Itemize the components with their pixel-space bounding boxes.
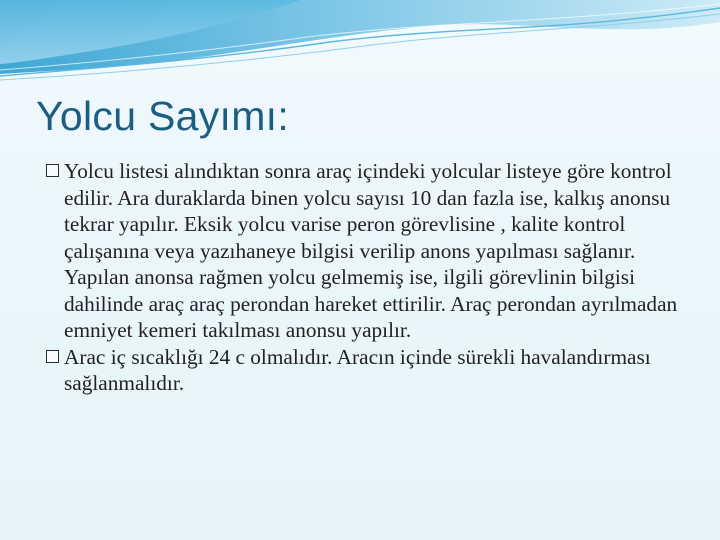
bullet-item-temperature bbox=[44, 344, 694, 397]
square-bullet-icon bbox=[46, 164, 59, 177]
bullet-list bbox=[44, 158, 694, 397]
bullet-text: Arac iç sıcaklığı 24 c olmalıdır. Aracın içinde sürekli havalandırması sağlanmalıdır. bbox=[64, 344, 651, 395]
decorative-wave-header bbox=[0, 0, 720, 90]
square-bullet-icon bbox=[46, 350, 59, 363]
bullet-item-passenger-count bbox=[44, 158, 694, 344]
slide-title: Yolcu Sayımı: bbox=[36, 93, 290, 139]
bullet-text: Yolcu listesi alındıktan sonra araç içindeki yolcular listeye göre kontrol edilir. Ara duraklarda binen yolcu sayısı 10 dan fazla ise, kalkış anonsu tekrar yapılır. Eksik yolcu varise peron görevlisine , kalite kontrol çalışanına veya yazıhaneye bilgisi verilip anons yapılması sağlanır. Yapılan anonsa rağmen yolcu gelmemiş ise, ilgili görevlinin bilgisi dahilinde araç araç perondan hareket ettirilir. Araç perondan ayrılmadan emniyet kemeri takılması anonsu yapılır. bbox=[64, 159, 678, 342]
